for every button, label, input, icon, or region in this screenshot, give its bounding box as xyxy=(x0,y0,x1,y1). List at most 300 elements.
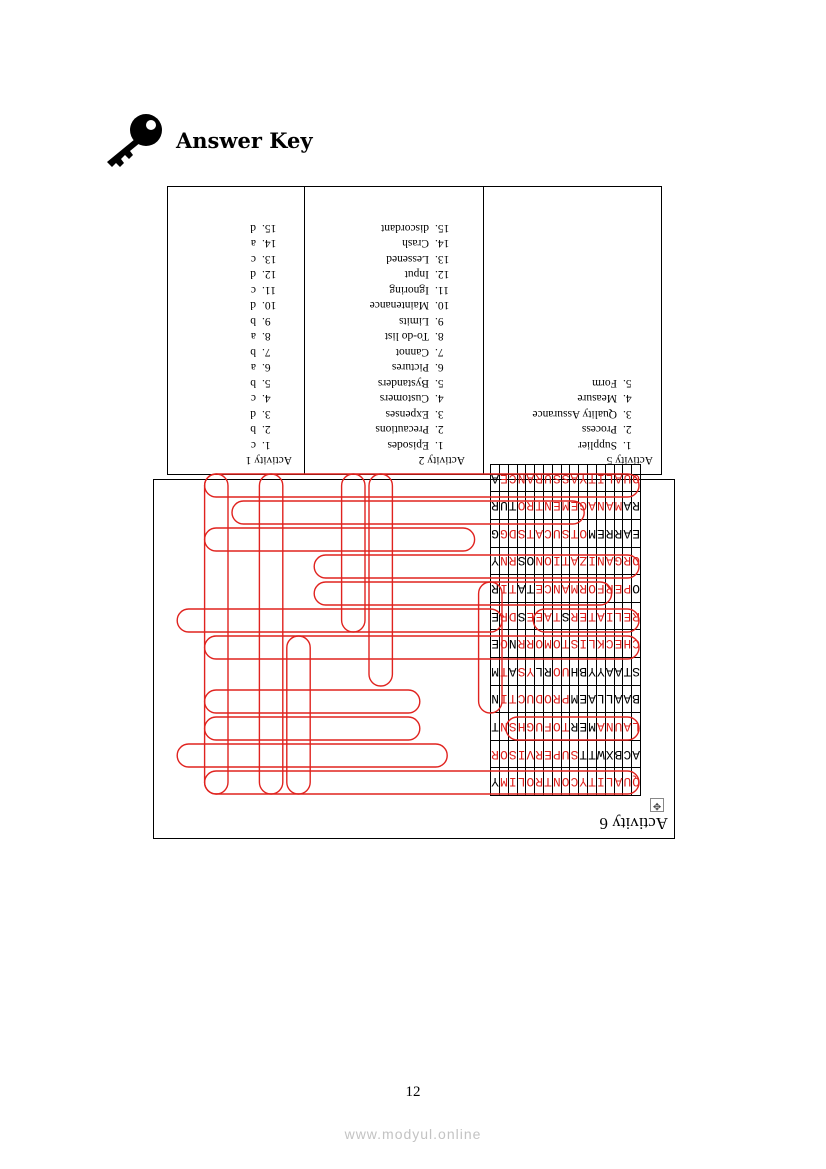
word-circle xyxy=(259,474,282,794)
grid-row xyxy=(491,492,641,520)
grid-cell: T xyxy=(588,768,597,796)
grid-cell: C xyxy=(570,768,579,796)
grid-cell: C xyxy=(544,575,553,603)
grid-cell: M xyxy=(491,658,500,686)
activity-heading: Activity 5 xyxy=(606,454,653,466)
answer-item xyxy=(246,406,292,422)
answer-number: 3. xyxy=(623,408,632,420)
answer-text: discordant xyxy=(381,222,429,234)
grid-cell: T xyxy=(570,520,579,548)
grid-cell: S xyxy=(561,520,570,548)
grid-cell: S xyxy=(570,740,579,768)
word-circle xyxy=(287,636,310,794)
grid-cell: F xyxy=(596,575,605,603)
grid-cell: A xyxy=(596,602,605,630)
grid-row xyxy=(491,713,641,741)
grid-cell: R xyxy=(491,492,500,520)
grid-cell: I xyxy=(596,768,605,796)
grid-cell: R xyxy=(535,768,544,796)
grid-cell: Y xyxy=(526,658,535,686)
activity-5-box xyxy=(483,186,662,475)
grid-cell: G xyxy=(614,547,623,575)
answer-item xyxy=(246,313,292,329)
grid-cell: A xyxy=(605,658,614,686)
grid-cell: P xyxy=(552,740,561,768)
grid-cell: Y xyxy=(491,547,500,575)
grid-cell: W xyxy=(596,740,605,768)
answer-item xyxy=(246,251,292,267)
answer-text: Ignoring xyxy=(389,284,429,296)
grid-cell: R xyxy=(632,492,641,520)
grid-cell: T xyxy=(561,713,570,741)
move-icon: ✥ xyxy=(650,798,664,812)
answer-number: 7. xyxy=(435,346,444,358)
grid-cell: C xyxy=(623,740,632,768)
grid-cell: C xyxy=(632,630,641,658)
answer-number: 10. xyxy=(262,299,277,312)
answer-number: 13. xyxy=(435,253,450,265)
grid-cell: I xyxy=(579,630,588,658)
grid-cell: A xyxy=(623,492,632,520)
answer-text: d xyxy=(250,408,256,420)
grid-cell: R xyxy=(535,464,544,492)
grid-cell: E xyxy=(500,464,509,492)
answer-item xyxy=(370,297,465,313)
answer-item xyxy=(246,344,292,360)
answer-item xyxy=(246,328,292,344)
grid-cell: R xyxy=(517,630,526,658)
grid-cell: T xyxy=(526,575,535,603)
grid-cell: T xyxy=(561,547,570,575)
answer-number: 3. xyxy=(435,408,444,420)
grid-cell: L xyxy=(605,464,614,492)
grid-cell: I xyxy=(508,768,517,796)
grid-cell: R xyxy=(552,685,561,713)
grid-cell: A xyxy=(570,547,579,575)
answer-number: 9. xyxy=(262,315,271,327)
answer-item xyxy=(532,375,653,391)
grid-cell: E xyxy=(579,602,588,630)
grid-cell: E xyxy=(614,630,623,658)
answer-text: b xyxy=(250,346,256,358)
grid-cell: S xyxy=(561,464,570,492)
grid-row xyxy=(491,658,641,686)
grid-cell: A xyxy=(623,713,632,741)
answer-item xyxy=(370,328,465,344)
grid-cell: E xyxy=(570,492,579,520)
answer-number: 7. xyxy=(262,346,271,358)
answer-number: 6. xyxy=(262,361,271,374)
grid-cell: S xyxy=(508,713,517,741)
grid-cell: I xyxy=(552,547,561,575)
answer-text: b xyxy=(250,423,256,436)
grid-cell: E xyxy=(535,602,544,630)
grid-row xyxy=(491,575,641,603)
grid-cell: T xyxy=(579,740,588,768)
answer-number: 2. xyxy=(435,423,444,436)
answer-item xyxy=(246,235,292,251)
grid-cell: R xyxy=(500,602,509,630)
answer-text: Cannot xyxy=(395,346,429,358)
answer-text: Bystanders xyxy=(377,377,429,389)
grid-cell: E xyxy=(535,575,544,603)
grid-cell: H xyxy=(623,630,632,658)
grid-cell: S xyxy=(517,658,526,686)
grid-cell: Y xyxy=(579,464,588,492)
grid-cell: E xyxy=(491,602,500,630)
grid-row xyxy=(491,464,641,492)
grid-cell: Y xyxy=(491,768,500,796)
answer-text: c xyxy=(250,392,256,405)
grid-cell: O xyxy=(544,547,553,575)
answer-number: 4. xyxy=(262,392,271,405)
grid-cell: Z xyxy=(579,547,588,575)
answer-item xyxy=(246,297,292,313)
grid-cell: T xyxy=(508,685,517,713)
grid-cell: N xyxy=(596,492,605,520)
answer-text: Expenses xyxy=(385,408,429,420)
answer-item xyxy=(532,437,653,453)
grid-cell: T xyxy=(508,575,517,603)
grid-cell: L xyxy=(596,685,605,713)
answer-item xyxy=(370,421,465,437)
grid-cell: E xyxy=(579,685,588,713)
answer-number: 4. xyxy=(435,392,444,405)
answer-text: Maintenance xyxy=(369,299,429,312)
grid-cell: L xyxy=(605,685,614,713)
grid-cell: N xyxy=(544,492,553,520)
answer-item xyxy=(370,344,465,360)
grid-cell: N xyxy=(552,768,561,796)
grid-cell: T xyxy=(508,492,517,520)
answer-item xyxy=(370,437,465,453)
grid-row xyxy=(491,630,641,658)
answer-item xyxy=(370,406,465,422)
answer-number: 12. xyxy=(435,268,450,281)
answer-item xyxy=(532,406,653,422)
activity-heading: Activity 1 xyxy=(245,454,292,466)
grid-cell: R xyxy=(526,492,535,520)
activity-6-label: Activity 6 xyxy=(599,814,668,833)
grid-cell: S xyxy=(552,464,561,492)
grid-cell: T xyxy=(535,492,544,520)
grid-cell: I xyxy=(500,685,509,713)
answer-item xyxy=(370,282,465,298)
grid-cell: C xyxy=(605,630,614,658)
grid-cell: O xyxy=(535,630,544,658)
answer-text: To-do list xyxy=(384,330,429,343)
grid-cell: U xyxy=(526,685,535,713)
grid-cell: O xyxy=(632,547,641,575)
grid-row xyxy=(491,685,641,713)
answer-number: 3. xyxy=(262,408,271,420)
grid-cell: E xyxy=(491,630,500,658)
grid-cell: R xyxy=(508,547,517,575)
grid-cell: K xyxy=(596,630,605,658)
grid-cell: U xyxy=(544,464,553,492)
word-circle xyxy=(177,609,502,632)
answer-text: b xyxy=(250,377,256,389)
grid-cell: T xyxy=(561,630,570,658)
grid-cell: G xyxy=(500,520,509,548)
answer-text: Measure xyxy=(577,392,617,405)
grid-cell: C xyxy=(517,685,526,713)
answer-text: Crash xyxy=(402,237,429,250)
word-circle xyxy=(205,528,475,551)
grid-cell: E xyxy=(579,713,588,741)
grid-cell: E xyxy=(596,520,605,548)
grid-cell: O xyxy=(544,685,553,713)
grid-cell: C xyxy=(508,464,517,492)
grid-cell: L xyxy=(535,658,544,686)
grid-cell: R xyxy=(491,740,500,768)
answer-number: 5. xyxy=(262,377,271,389)
answer-text: a xyxy=(250,361,256,374)
grid-cell: M xyxy=(570,685,579,713)
grid-cell: E xyxy=(623,602,632,630)
grid-cell: A xyxy=(561,575,570,603)
grid-cell: M xyxy=(614,492,623,520)
grid-cell: O xyxy=(500,630,509,658)
grid-cell: H xyxy=(570,658,579,686)
word-circle xyxy=(205,690,420,713)
grid-cell: R xyxy=(623,547,632,575)
grid-cell: G xyxy=(579,492,588,520)
grid-cell: A xyxy=(491,464,500,492)
answer-item xyxy=(370,251,465,267)
grid-cell: R xyxy=(535,740,544,768)
grid-cell: A xyxy=(614,658,623,686)
answer-item xyxy=(246,282,292,298)
answer-number: 2. xyxy=(623,423,632,436)
answer-item xyxy=(370,359,465,375)
answer-text: d xyxy=(250,268,256,281)
grid-cell: R xyxy=(570,713,579,741)
grid-cell: T xyxy=(588,602,597,630)
grid-cell: F xyxy=(544,713,553,741)
answer-number: 15. xyxy=(435,222,450,234)
answer-number: 10. xyxy=(435,299,450,312)
grid-cell: A xyxy=(544,602,553,630)
grid-cell: A xyxy=(588,492,597,520)
grid-cell: A xyxy=(596,713,605,741)
activity-2-list xyxy=(370,220,465,469)
grid-cell: P xyxy=(561,685,570,713)
grid-cell: E xyxy=(632,520,641,548)
grid-cell: U xyxy=(500,492,509,520)
grid-cell: Y xyxy=(596,658,605,686)
grid-cell: N xyxy=(491,685,500,713)
grid-cell: O xyxy=(632,464,641,492)
grid-row xyxy=(491,768,641,796)
word-circle xyxy=(177,744,447,767)
grid-cell: M xyxy=(570,575,579,603)
grid-cell: O xyxy=(561,768,570,796)
grid-cell: X xyxy=(605,740,614,768)
grid-cell: S xyxy=(632,658,641,686)
grid-cell: M xyxy=(588,520,597,548)
grid-cell: N xyxy=(535,547,544,575)
grid-cell: C xyxy=(544,520,553,548)
grid-cell: S xyxy=(561,602,570,630)
grid-cell: O xyxy=(552,658,561,686)
grid-cell: R xyxy=(544,658,553,686)
answer-item xyxy=(246,375,292,391)
grid-cell: N xyxy=(508,630,517,658)
grid-cell: R xyxy=(526,630,535,658)
answer-number: 14. xyxy=(262,237,277,250)
grid-cell: A xyxy=(588,685,597,713)
grid-cell: U xyxy=(535,713,544,741)
grid-cell: L xyxy=(632,713,641,741)
word-circle xyxy=(205,474,228,794)
grid-cell: S xyxy=(517,520,526,548)
grid-cell: A xyxy=(623,685,632,713)
grid-cell: L xyxy=(614,602,623,630)
grid-cell: I xyxy=(605,602,614,630)
answer-text: a xyxy=(250,330,256,343)
key-icon xyxy=(104,112,164,168)
grid-cell: E xyxy=(614,575,623,603)
grid-cell: R xyxy=(491,575,500,603)
answer-item xyxy=(246,437,292,453)
word-search-grid xyxy=(490,464,641,796)
grid-cell: D xyxy=(508,602,517,630)
grid-cell: S xyxy=(517,602,526,630)
grid-cell: R xyxy=(579,575,588,603)
grid-cell: O xyxy=(526,768,535,796)
answer-number: 11. xyxy=(262,284,276,296)
grid-cell: B xyxy=(632,685,641,713)
grid-cell: A xyxy=(526,464,535,492)
grid-cell: N xyxy=(552,575,561,603)
grid-cell: O xyxy=(588,575,597,603)
grid-cell: O xyxy=(526,547,535,575)
answer-number: 5. xyxy=(435,377,444,389)
grid-cell: R xyxy=(570,602,579,630)
answer-number: 5. xyxy=(623,377,632,389)
answer-number: 9. xyxy=(435,315,444,327)
grid-cell: N xyxy=(500,713,509,741)
grid-cell: I xyxy=(588,547,597,575)
answer-text: Input xyxy=(404,268,429,281)
answer-item xyxy=(532,421,653,437)
word-circle xyxy=(342,474,365,632)
word-circle xyxy=(369,474,392,686)
grid-cell: U xyxy=(623,464,632,492)
grid-cell: A xyxy=(535,520,544,548)
grid-cell: N xyxy=(596,547,605,575)
grid-cell: B xyxy=(579,658,588,686)
page-title: Answer Key xyxy=(176,128,313,153)
grid-row xyxy=(491,602,641,630)
grid-row xyxy=(491,520,641,548)
grid-cell: U xyxy=(623,768,632,796)
grid-cell: T xyxy=(588,740,597,768)
grid-cell: A xyxy=(605,547,614,575)
answer-text: Limits xyxy=(398,315,429,327)
grid-cell: O xyxy=(500,740,509,768)
answer-number: 2. xyxy=(262,423,271,436)
word-circle xyxy=(205,717,420,740)
grid-cell: V xyxy=(526,740,535,768)
answer-text: Quality Assurance xyxy=(532,408,617,420)
answer-number: 13. xyxy=(262,253,277,265)
answer-text: d xyxy=(250,222,256,234)
answer-text: Supplier xyxy=(578,439,617,451)
grid-cell: L xyxy=(517,768,526,796)
answer-number: 1. xyxy=(623,439,632,451)
grid-cell: D xyxy=(508,520,517,548)
answer-item xyxy=(246,421,292,437)
answer-item xyxy=(370,220,465,236)
grid-cell: A xyxy=(570,464,579,492)
page-number: 12 xyxy=(405,1084,421,1100)
grid-cell: A xyxy=(605,492,614,520)
answer-text: c xyxy=(250,284,256,296)
grid-cell: I xyxy=(517,740,526,768)
grid-cell: A xyxy=(614,464,623,492)
grid-cell: O xyxy=(552,713,561,741)
answer-number: 1. xyxy=(262,439,271,451)
grid-cell: R xyxy=(614,520,623,548)
grid-cell: U xyxy=(552,520,561,548)
answer-text: Episodes xyxy=(387,439,429,451)
grid-cell: E xyxy=(552,492,561,520)
grid-cell: T xyxy=(491,713,500,741)
answer-number: 4. xyxy=(623,392,632,405)
grid-cell: H xyxy=(517,713,526,741)
grid-cell: I xyxy=(500,575,509,603)
grid-cell: S xyxy=(570,630,579,658)
grid-cell: T xyxy=(544,768,553,796)
grid-cell: R xyxy=(605,575,614,603)
grid-cell: G xyxy=(526,713,535,741)
answer-text: d xyxy=(250,299,256,312)
grid-cell: U xyxy=(561,658,570,686)
answer-text: Process xyxy=(581,423,617,436)
grid-cell: U xyxy=(561,740,570,768)
answer-number: 12. xyxy=(262,268,277,281)
grid-cell: A xyxy=(632,740,641,768)
grid-cell: S xyxy=(508,740,517,768)
answer-item xyxy=(370,235,465,251)
answer-item xyxy=(246,266,292,282)
grid-cell: E xyxy=(526,602,535,630)
answer-item xyxy=(370,266,465,282)
answer-number: 14. xyxy=(435,237,450,250)
answer-item xyxy=(370,390,465,406)
answer-tables xyxy=(167,186,662,477)
answer-text: a xyxy=(250,237,256,250)
answer-item xyxy=(532,390,653,406)
grid-cell: T xyxy=(588,464,597,492)
answer-item xyxy=(246,359,292,375)
grid-cell: N xyxy=(605,713,614,741)
answer-text: b xyxy=(250,315,256,327)
grid-cell: S xyxy=(517,547,526,575)
grid-cell: T xyxy=(552,602,561,630)
grid-cell: R xyxy=(632,602,641,630)
grid-cell: M xyxy=(561,492,570,520)
activity-1-box xyxy=(167,186,305,475)
grid-cell: O xyxy=(552,630,561,658)
grid-cell: D xyxy=(535,685,544,713)
grid-cell: R xyxy=(605,520,614,548)
answer-number: 15. xyxy=(262,222,277,234)
grid-cell: A xyxy=(614,685,623,713)
grid-cell: L xyxy=(605,768,614,796)
